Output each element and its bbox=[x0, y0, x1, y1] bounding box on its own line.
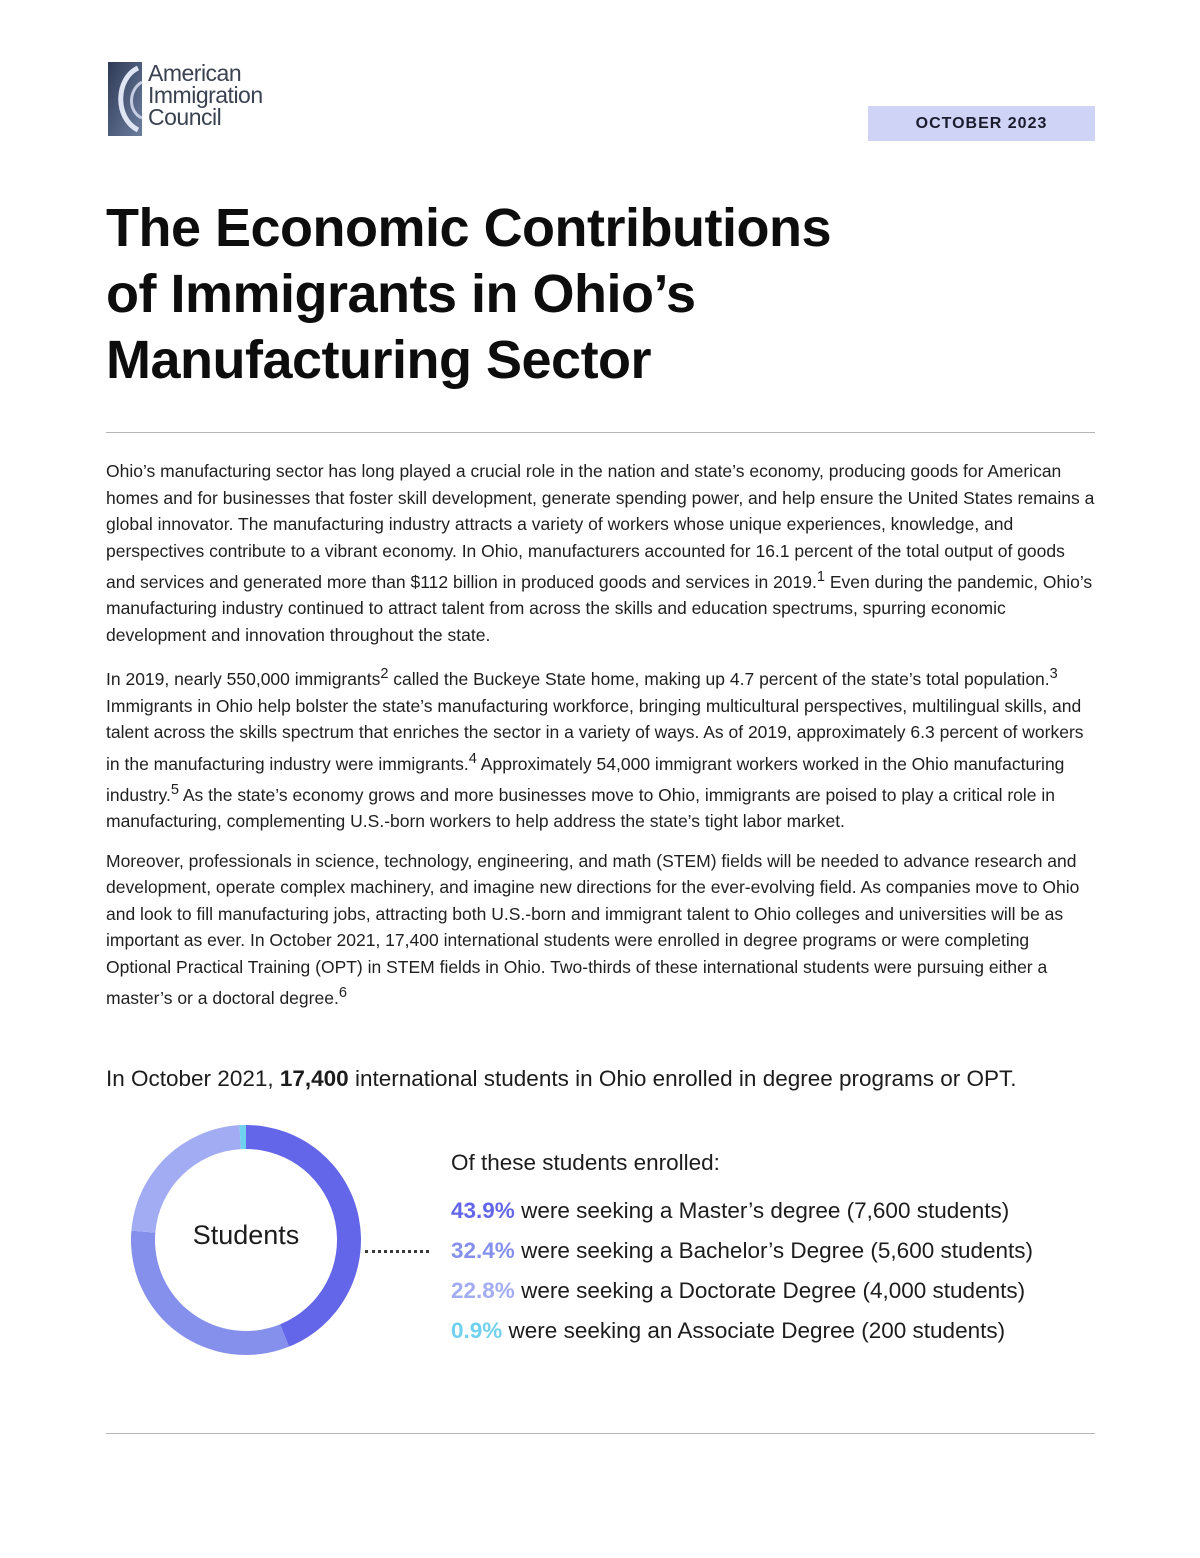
legend-pct: 0.9% bbox=[451, 1318, 503, 1343]
footnote-ref: 1 bbox=[816, 569, 825, 585]
title-line-1: The Economic Contributions bbox=[106, 198, 831, 258]
divider-top bbox=[106, 432, 1095, 433]
paragraph-text: Ohio’s manufacturing sector has long played a crucial role in the nation and state’s economy, producing goods for American homes and for businesses that foster skill development, generate spending power, and help ensure the United States remains a global innovator. The manufacturing industry attracts a variety of workers whose unique experiences, knowledge, and perspectives contribute to a vibrant economy. In Ohio, manufacturers accounted for 16.1 percent of the total output of goods and services and generated more than $112 billion in produced goods and services in 2019. bbox=[106, 461, 1095, 592]
legend-text: were seeking a Bachelor’s Degree (5,600 students) bbox=[514, 1238, 1034, 1263]
divider-bottom bbox=[106, 1433, 1095, 1434]
headline-text: international students in Ohio enrolled in degree programs or OPT. bbox=[348, 1066, 1017, 1091]
legend-text: were seeking a Master’s degree (7,600 students) bbox=[514, 1198, 1010, 1223]
donut-center-label: Students bbox=[192, 1220, 300, 1250]
title-line-2: of Immigrants in Ohio’s bbox=[106, 264, 696, 324]
legend-row-masters bbox=[451, 1191, 1151, 1231]
headline-stat bbox=[106, 1066, 1106, 1092]
footnote-ref: 3 bbox=[1049, 666, 1058, 683]
legend-pct: 43.9% bbox=[451, 1198, 515, 1223]
body-text bbox=[106, 458, 1096, 1025]
logo-line-1: American bbox=[148, 60, 242, 86]
legend-pct: 32.4% bbox=[451, 1238, 515, 1263]
footnote-ref: 6 bbox=[338, 985, 347, 1002]
paragraph-text: Immigrants in Ohio help bolster the state’s manufacturing workforce, bringing multicultural perspectives, multilingual skills, and talent across the skills spectrum that enriches the sector in a variety of ways. As of 2019, approximately 6.3 percent of workers in the manufacturing industry were immigrants. bbox=[106, 695, 1084, 774]
legend-pct: 22.8% bbox=[451, 1278, 515, 1303]
donut-slice-doctorate bbox=[131, 1125, 240, 1232]
paragraph-2 bbox=[106, 661, 1096, 834]
chart-legend bbox=[451, 1150, 1151, 1351]
title-line-3: Manufacturing Sector bbox=[106, 330, 652, 390]
paragraph-text: Approximately 54,000 immigrant workers worked in the Ohio manufacturing industry. bbox=[106, 753, 1065, 805]
logo-line-2: Immigration bbox=[148, 82, 263, 108]
paragraph-1 bbox=[106, 458, 1096, 648]
paragraph-3 bbox=[106, 848, 1096, 1012]
date-badge: OCTOBER 2023 bbox=[868, 106, 1095, 141]
page-title bbox=[106, 195, 1006, 393]
footnote-ref: 4 bbox=[468, 750, 477, 767]
headline-text: In October 2021, bbox=[106, 1066, 280, 1091]
paragraph-text: called the Buckeye State home, making up 4.7 percent of the state’s total population. bbox=[388, 669, 1050, 690]
footnote-ref: 2 bbox=[380, 666, 389, 683]
logo bbox=[108, 62, 263, 136]
paragraph-text: Moreover, professionals in science, technology, engineering, and math (STEM) fields will be needed to advance research and development, operate complex machinery, and imagine new directions for the ever-evolving field. As companies move to Ohio and look to fill manufacturing jobs, attracting both U.S.-born and immigrant talent to Ohio colleges and universities will be as important as ever. In October 2021, 17,400 international students were enrolled in degree programs or were completing Optional Practical Training (OPT) in STEM fields in Ohio. Two-thirds of these international students were pursuing either a master’s or a doctoral degree. bbox=[106, 850, 1080, 1009]
legend-row-bachelors bbox=[451, 1231, 1151, 1271]
leader-dots bbox=[365, 1250, 429, 1253]
council-logo-icon bbox=[108, 62, 142, 136]
legend-row-associate bbox=[451, 1311, 1151, 1351]
legend-title: Of these students enrolled: bbox=[451, 1150, 720, 1175]
legend-text: were seeking an Associate Degree (200 students) bbox=[502, 1318, 1006, 1343]
logo-line-3: Council bbox=[148, 104, 222, 130]
headline-number: 17,400 bbox=[279, 1066, 349, 1091]
footnote-ref: 5 bbox=[170, 781, 179, 798]
paragraph-text: In 2019, nearly 550,000 immigrants bbox=[106, 669, 381, 690]
legend-text: were seeking a Doctorate Degree (4,000 students) bbox=[514, 1278, 1026, 1303]
paragraph-text: Even during the pandemic, Ohio’s manufacturing industry continued to attract talent from across the skills and education spectrums, spurring economic development and innovation throughout the state. bbox=[106, 571, 1093, 645]
legend-row-doctorate bbox=[451, 1271, 1151, 1311]
paragraph-text: As the state’s economy grows and more businesses move to Ohio, immigrants are poised to play a critical role in manufacturing, complementing U.S.-born workers to help address the state’s tight labor market. bbox=[106, 784, 1056, 832]
